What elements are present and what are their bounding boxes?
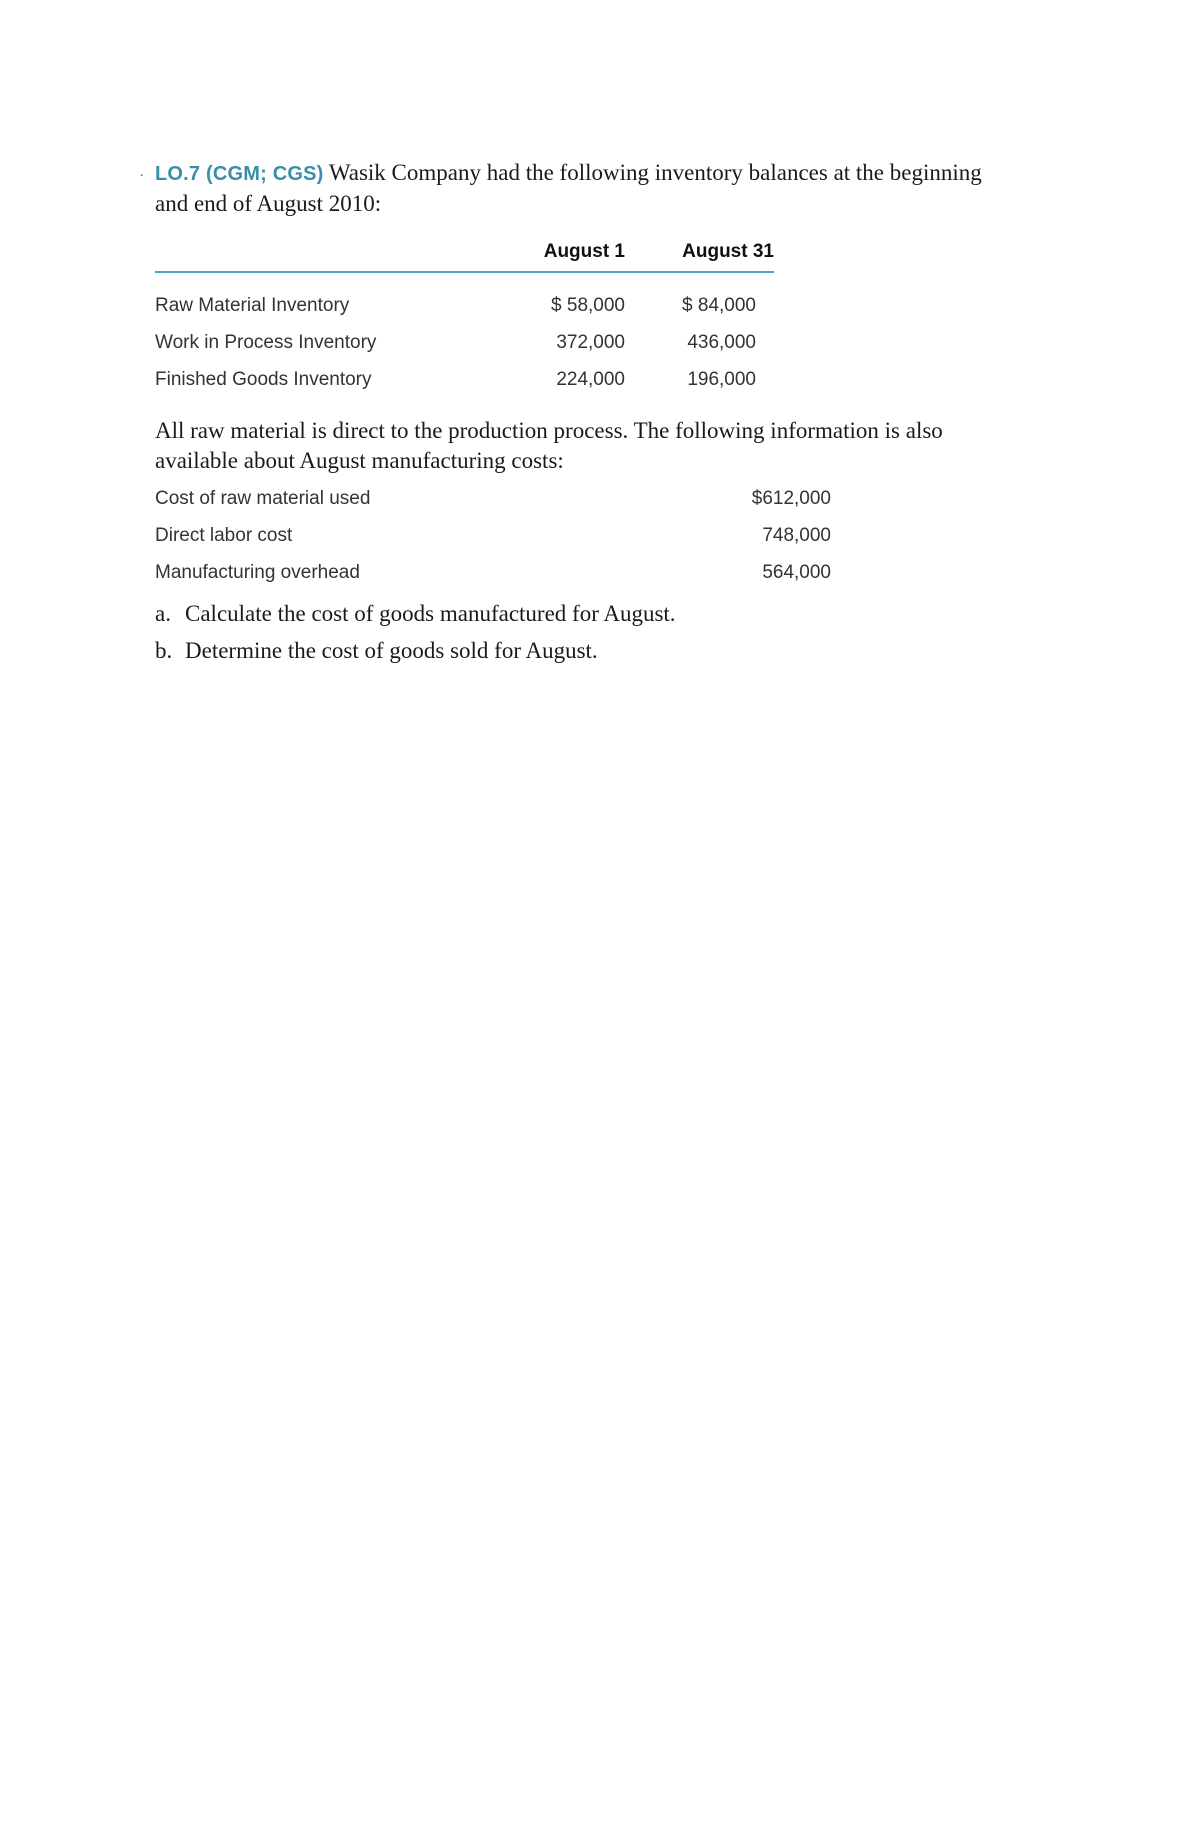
table-row [155, 361, 774, 398]
question-text: Calculate the cost of goods manufactured for August. [185, 601, 676, 626]
question-letter: a. [155, 601, 171, 626]
row-label: Raw Material Inventory [155, 294, 350, 316]
textbook-problem [140, 158, 1015, 669]
question-list [155, 595, 1015, 669]
table-row [155, 272, 774, 324]
inventory-balances-table [155, 241, 774, 398]
header-august-1: August 1 [485, 241, 625, 272]
manufacturing-costs-table [155, 480, 831, 591]
row-label: Work in Process Inventory [155, 331, 377, 353]
table-header-row [155, 241, 774, 272]
header-blank [155, 241, 485, 272]
cost-label: Direct labor cost [155, 524, 293, 546]
table-row [155, 324, 774, 361]
cost-label: Manufacturing overhead [155, 561, 360, 583]
question-letter: b. [155, 638, 173, 663]
value-august-1: 372,000 [556, 331, 625, 353]
value-august-31: 436,000 [687, 331, 756, 353]
bullet-dot: . [140, 165, 144, 180]
table-row [155, 480, 831, 517]
cost-value: 564,000 [762, 561, 831, 583]
problem-intro-text: Wasik Company had the following inventory balances at the beginning and end of August 2010: [155, 160, 982, 216]
value-august-1: 224,000 [556, 368, 625, 390]
question-text: Determine the cost of goods sold for August. [185, 638, 598, 663]
question-item [155, 632, 1015, 669]
question-item [155, 595, 1015, 632]
value-august-31: $ 84,000 [682, 294, 756, 316]
problem-intro [140, 158, 1015, 219]
header-august-31: August 31 [625, 241, 774, 272]
value-august-31: 196,000 [687, 368, 756, 390]
cost-value: 748,000 [762, 524, 831, 546]
table-row [155, 517, 831, 554]
learning-objective-code: LO.7 (CGM; CGS) [155, 163, 324, 185]
cost-value: $612,000 [751, 487, 831, 509]
cost-label: Cost of raw material used [155, 487, 371, 509]
value-august-1: $ 58,000 [551, 294, 625, 316]
table-row [155, 554, 831, 591]
row-label: Finished Goods Inventory [155, 368, 372, 390]
info-paragraph: All raw material is direct to the production process. The following information is also available about August manufacturing costs: [155, 418, 943, 473]
